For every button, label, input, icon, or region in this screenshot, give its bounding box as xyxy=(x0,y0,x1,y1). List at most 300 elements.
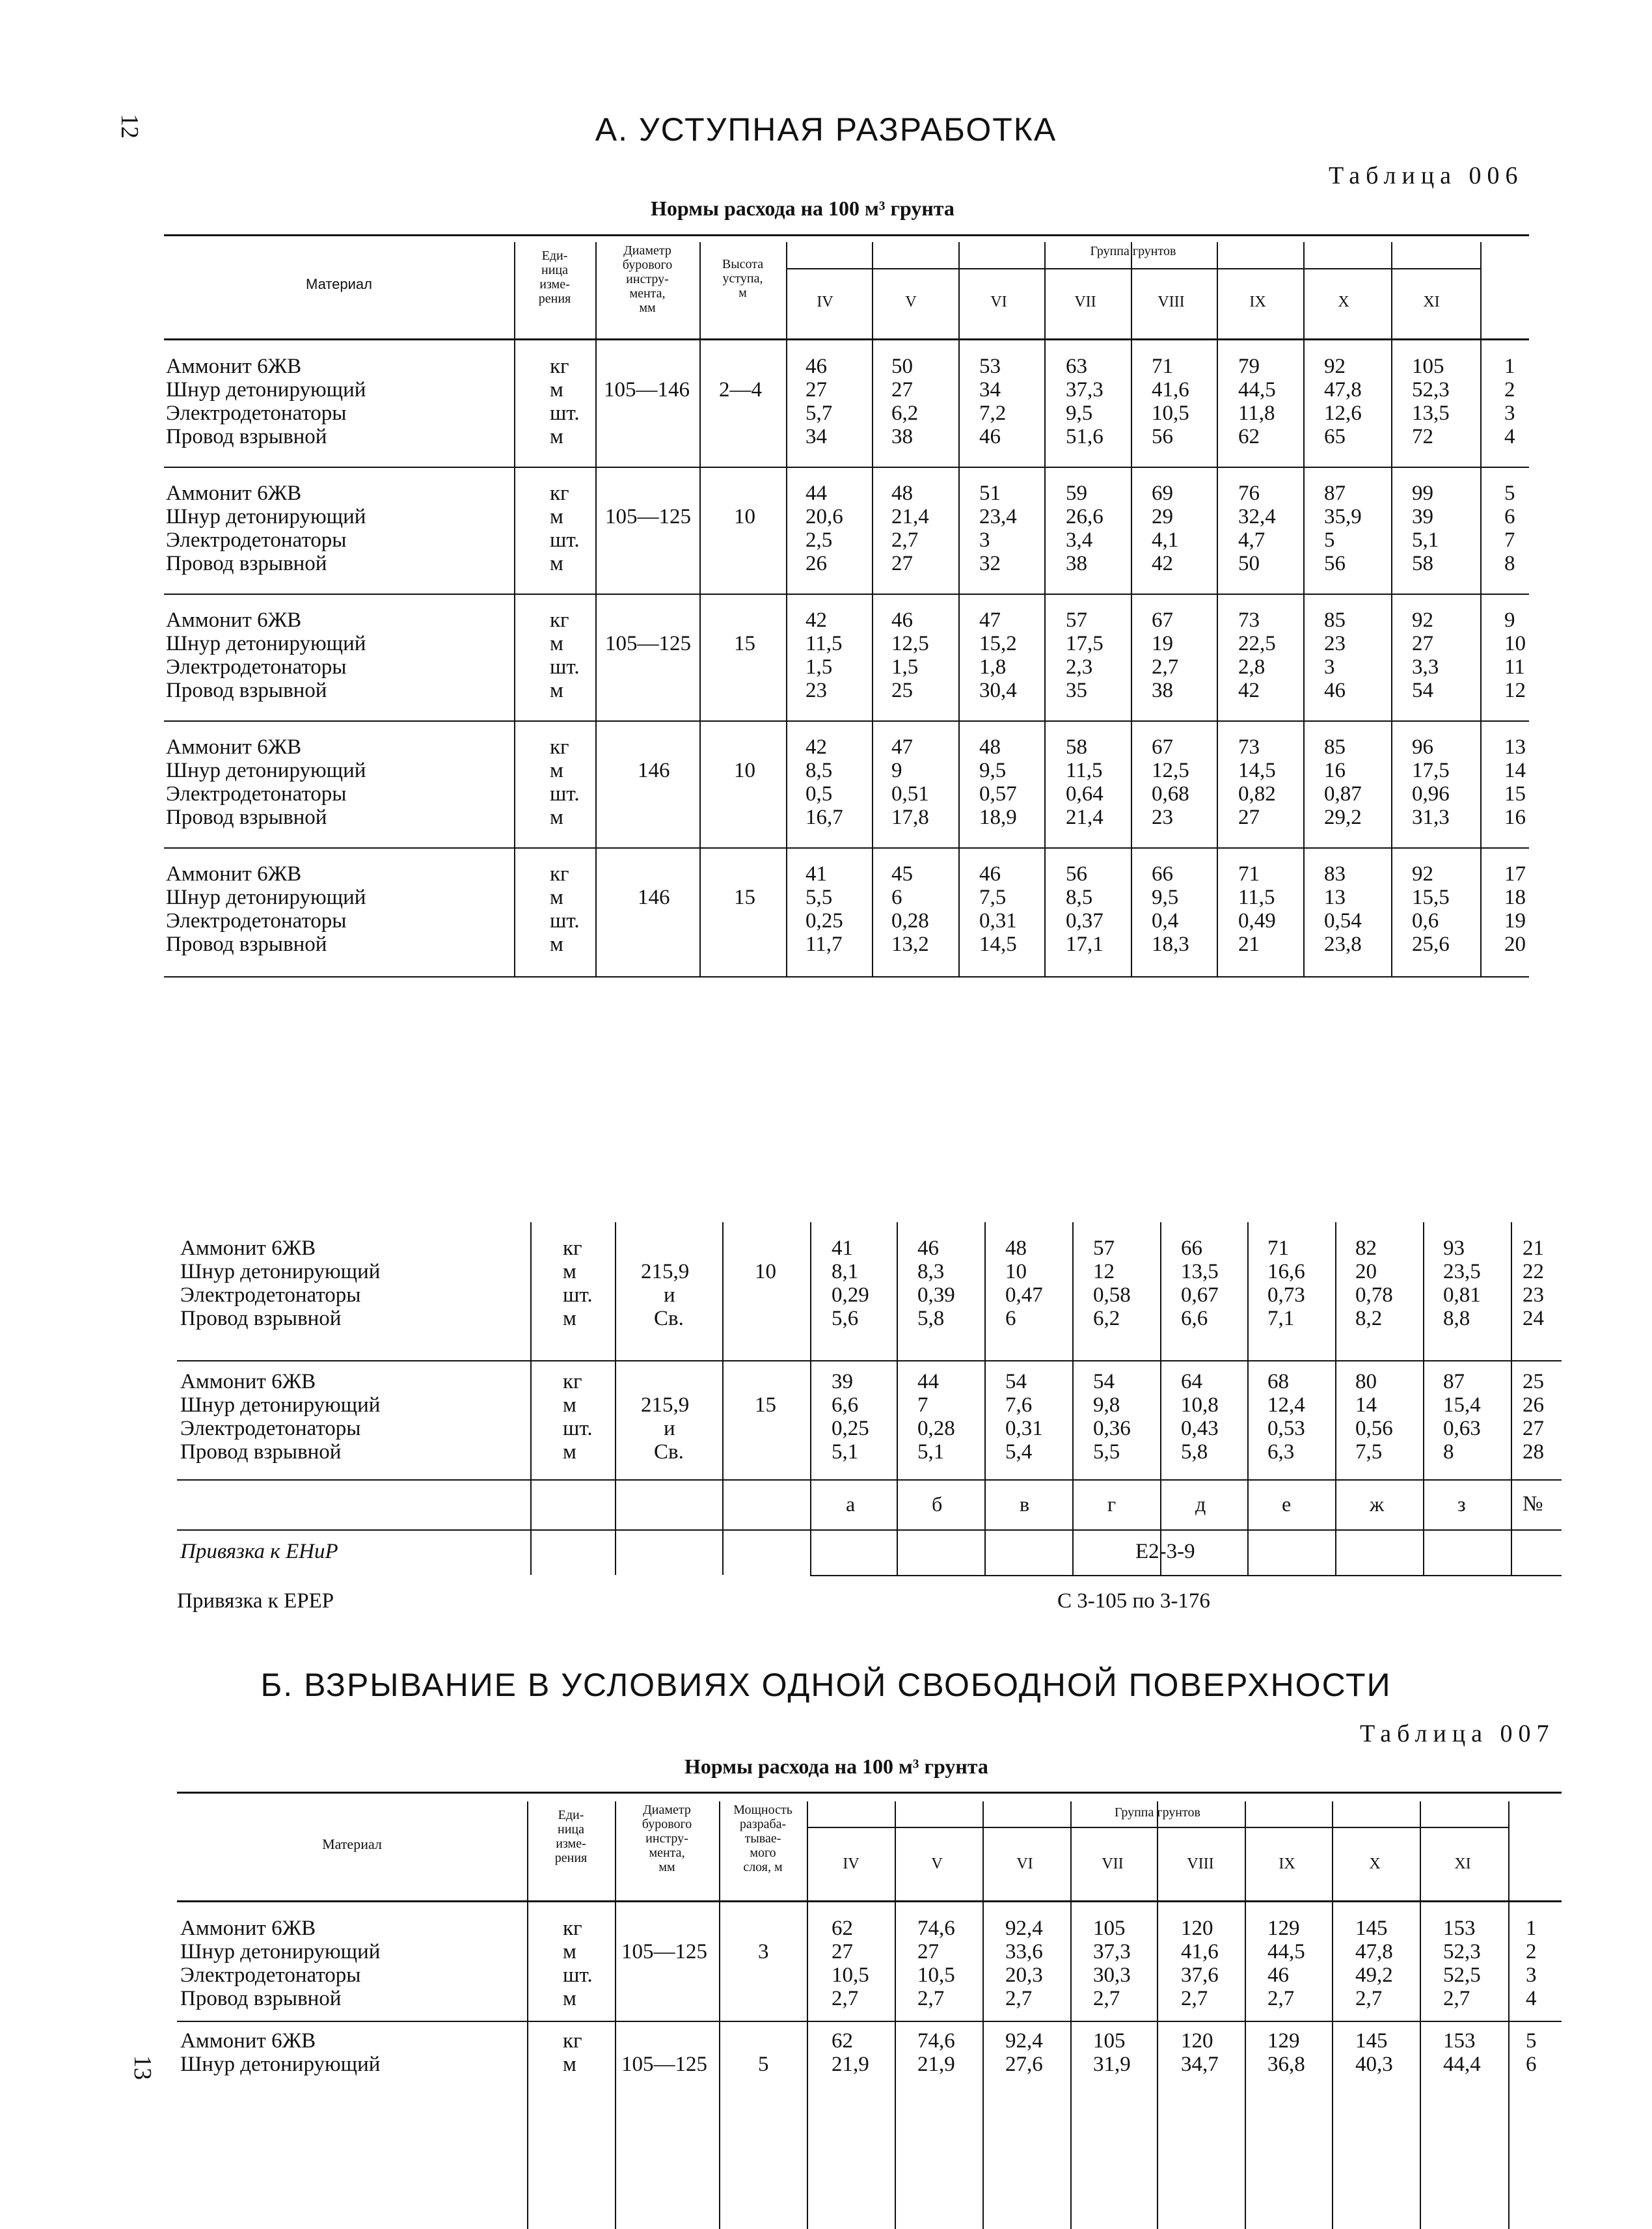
erer-value: С 3-105 по 3-176 xyxy=(1057,1589,1210,1613)
value-cell: 66 xyxy=(1152,862,1173,886)
value-cell: 3,3 xyxy=(1412,655,1439,679)
value-cell: 11,5 xyxy=(1066,759,1103,782)
value-cell: 56 xyxy=(1324,552,1346,575)
thickness-value: 5 xyxy=(758,2053,769,2076)
value-cell: 41,6 xyxy=(1152,378,1189,402)
row-number: 15 xyxy=(1504,782,1526,806)
value-cell: 54 xyxy=(1093,1370,1115,1393)
enir-label: Привязка к ЕНиР xyxy=(180,1540,338,1563)
table-006-caption: Нормы расхода на 100 м³ грунта xyxy=(651,197,955,220)
row-number: 13 xyxy=(1504,735,1526,759)
header-group-VIII: VIII xyxy=(1158,294,1185,310)
value-cell: 45 xyxy=(891,862,913,886)
value-cell: 10,8 xyxy=(1181,1393,1219,1417)
column-divider xyxy=(514,242,515,976)
value-cell: 46 xyxy=(1267,1963,1289,1987)
continuation-block-rule xyxy=(177,1360,1562,1361)
value-cell: 13 xyxy=(1324,886,1346,909)
material-name: Провод взрывной xyxy=(180,1987,342,2010)
row-number: 27 xyxy=(1523,1417,1544,1440)
value-cell: 0,68 xyxy=(1152,782,1189,806)
unit-value: м xyxy=(563,2053,576,2076)
row-number: 10 xyxy=(1504,632,1526,655)
diameter-value: 105—125 xyxy=(605,505,691,528)
header-diameter: Диаметр бурового инстру- мента, мм xyxy=(622,243,673,315)
row-number: 21 xyxy=(1523,1237,1544,1260)
value-cell: 120 xyxy=(1181,1917,1213,1940)
value-cell: 153 xyxy=(1443,2029,1476,2053)
value-cell: 0,39 xyxy=(917,1283,955,1307)
value-cell: 67 xyxy=(1152,609,1173,632)
number-sign: № xyxy=(1523,1492,1543,1516)
value-cell: 0,58 xyxy=(1093,1283,1131,1307)
column-divider xyxy=(958,242,960,976)
column-divider xyxy=(527,1801,528,2229)
value-cell: 0,81 xyxy=(1443,1283,1481,1307)
unit-value: м xyxy=(563,1307,576,1330)
height-value: 15 xyxy=(734,886,755,909)
material-name: Аммонит 6ЖВ xyxy=(180,1917,316,1940)
value-cell: 41,6 xyxy=(1181,1940,1219,1963)
value-cell: 2,8 xyxy=(1238,655,1266,679)
value-cell: 16,7 xyxy=(806,806,843,829)
value-cell: 105 xyxy=(1412,355,1444,378)
value-cell: 83 xyxy=(1324,862,1346,886)
unit-value: кг xyxy=(563,2029,582,2053)
unit-value: м xyxy=(550,425,563,448)
diameter-value: 215,9 xyxy=(641,1393,690,1417)
row-number: 3 xyxy=(1526,1963,1537,1987)
enir-bottom-rule xyxy=(810,1575,1562,1576)
material-name: Шнур детонирующий xyxy=(180,2053,381,2076)
header-group-V: V xyxy=(931,1855,943,1872)
value-cell: 0,57 xyxy=(979,782,1017,806)
header-group-VI: VI xyxy=(1016,1855,1033,1872)
value-cell: 0,67 xyxy=(1181,1283,1219,1307)
unit-value: шт. xyxy=(563,1963,593,1987)
diameter-value: 146 xyxy=(638,759,670,782)
value-cell: 56 xyxy=(1066,862,1087,886)
value-cell: 145 xyxy=(1355,1917,1388,1940)
table-006-header-rule xyxy=(164,338,1529,340)
value-cell: 42 xyxy=(1238,679,1260,702)
row-number: 5 xyxy=(1526,2029,1537,2053)
value-cell: 34 xyxy=(979,378,1001,402)
header-material: Материал xyxy=(306,276,372,292)
column-divider xyxy=(1511,1222,1512,1575)
row-number: 18 xyxy=(1504,886,1526,909)
column-divider xyxy=(807,1801,808,2229)
material-name: Аммонит 6ЖВ xyxy=(166,735,302,759)
value-cell: 47 xyxy=(891,735,913,759)
value-cell: 52,3 xyxy=(1443,1940,1481,1963)
value-cell: 58 xyxy=(1066,735,1087,759)
value-cell: 12 xyxy=(1093,1260,1115,1283)
value-cell: 6,2 xyxy=(891,402,919,425)
value-cell: 18,9 xyxy=(979,806,1017,829)
header-group-VIII: VIII xyxy=(1187,1855,1214,1872)
column-letter: а xyxy=(846,1492,856,1516)
value-cell: 5,1 xyxy=(832,1440,859,1464)
value-cell: 25 xyxy=(891,679,913,702)
letters-bottom-rule xyxy=(177,1529,1562,1531)
value-cell: 5,4 xyxy=(1005,1440,1033,1464)
value-cell: 7,2 xyxy=(979,402,1007,425)
value-cell: 14,5 xyxy=(1238,759,1276,782)
value-cell: 0,56 xyxy=(1355,1417,1393,1440)
material-name: Электродетонаторы xyxy=(180,1417,361,1440)
value-cell: 7,5 xyxy=(1355,1440,1383,1464)
value-cell: 11,7 xyxy=(806,933,843,956)
column-divider xyxy=(1423,1222,1424,1575)
row-number: 1 xyxy=(1526,1917,1537,1940)
block-rule xyxy=(164,594,1529,595)
material-name: Провод взрывной xyxy=(166,933,327,956)
diameter-value: Св. xyxy=(654,1440,684,1464)
column-divider xyxy=(895,1801,896,2229)
table-006-group-rule xyxy=(786,268,1480,269)
header-group-X: X xyxy=(1338,294,1349,310)
column-divider xyxy=(530,1222,532,1575)
header-group: Группа грунтов xyxy=(1115,1805,1200,1820)
header-group-X: X xyxy=(1369,1855,1381,1872)
value-cell: 8 xyxy=(1443,1440,1454,1464)
height-value: 10 xyxy=(755,1260,776,1283)
value-cell: 71 xyxy=(1238,862,1260,886)
column-divider xyxy=(1131,242,1132,976)
material-name: Шнур детонирующий xyxy=(180,1260,381,1283)
unit-value: кг xyxy=(563,1237,582,1260)
column-letter: ж xyxy=(1370,1492,1385,1516)
material-name: Электродетонаторы xyxy=(166,402,347,425)
row-number: 14 xyxy=(1504,759,1526,782)
value-cell: 52,5 xyxy=(1443,1963,1481,1987)
value-cell: 11,8 xyxy=(1238,402,1275,425)
value-cell: 8,3 xyxy=(917,1260,945,1283)
row-number: 6 xyxy=(1504,505,1515,528)
value-cell: 27 xyxy=(891,378,913,402)
value-cell: 0,49 xyxy=(1238,909,1276,933)
value-cell: 0,6 xyxy=(1412,909,1439,933)
material-name: Провод взрывной xyxy=(166,425,327,448)
value-cell: 20,3 xyxy=(1005,1963,1043,1987)
value-cell: 27 xyxy=(1238,806,1260,829)
value-cell: 10 xyxy=(1005,1260,1027,1283)
row-number: 9 xyxy=(1504,609,1515,632)
value-cell: 21 xyxy=(1238,933,1260,956)
value-cell: 2,7 xyxy=(1267,1987,1295,2010)
value-cell: 33,6 xyxy=(1005,1940,1043,1963)
material-name: Провод взрывной xyxy=(180,1307,342,1330)
value-cell: 8,5 xyxy=(1066,886,1093,909)
letters-top-rule xyxy=(177,1479,1562,1481)
value-cell: 85 xyxy=(1324,735,1346,759)
column-divider xyxy=(1160,1222,1161,1575)
unit-value: шт. xyxy=(563,1283,593,1307)
value-cell: 2,7 xyxy=(1152,655,1179,679)
value-cell: 105 xyxy=(1093,2029,1126,2053)
value-cell: 46 xyxy=(806,355,827,378)
value-cell: 10,5 xyxy=(1152,402,1189,425)
row-number: 4 xyxy=(1504,425,1515,448)
value-cell: 5,1 xyxy=(1412,528,1439,552)
diameter-value: 105—125 xyxy=(605,632,691,655)
value-cell: 58 xyxy=(1412,552,1433,575)
value-cell: 99 xyxy=(1412,482,1433,505)
value-cell: 129 xyxy=(1267,1917,1300,1940)
value-cell: 22,5 xyxy=(1238,632,1276,655)
value-cell: 6 xyxy=(891,886,902,909)
unit-value: м xyxy=(563,1260,576,1283)
value-cell: 2,7 xyxy=(1443,1987,1470,2010)
value-cell: 46 xyxy=(891,609,913,632)
value-cell: 49,2 xyxy=(1355,1963,1393,1987)
column-divider xyxy=(1072,1222,1074,1575)
value-cell: 30,4 xyxy=(979,679,1017,702)
page-number-bottom: 13 xyxy=(129,2055,156,2080)
column-divider xyxy=(1332,1801,1333,2229)
table-006-top-rule xyxy=(164,234,1529,236)
material-name: Аммонит 6ЖВ xyxy=(166,355,302,378)
value-cell: 38 xyxy=(1152,679,1173,702)
column-divider xyxy=(1391,242,1392,976)
value-cell: 120 xyxy=(1181,2029,1213,2053)
value-cell: 59 xyxy=(1066,482,1087,505)
unit-value: м xyxy=(550,505,563,528)
column-divider xyxy=(615,1222,616,1575)
value-cell: 2,7 xyxy=(1093,1987,1120,2010)
value-cell: 51,6 xyxy=(1066,425,1104,448)
value-cell: 73 xyxy=(1238,735,1260,759)
value-cell: 48 xyxy=(979,735,1001,759)
value-cell: 3,4 xyxy=(1066,528,1093,552)
material-name: Шнур детонирующий xyxy=(166,759,366,782)
value-cell: 17,8 xyxy=(891,806,929,829)
material-name: Аммонит 6ЖВ xyxy=(180,1237,316,1260)
value-cell: 2,7 xyxy=(1005,1987,1033,2010)
value-cell: 1,5 xyxy=(891,655,919,679)
value-cell: 48 xyxy=(1005,1237,1027,1260)
material-name: Аммонит 6ЖВ xyxy=(166,609,302,632)
column-divider xyxy=(1508,1801,1510,2229)
value-cell: 23,4 xyxy=(979,505,1017,528)
value-cell: 37,3 xyxy=(1093,1940,1131,1963)
row-number: 2 xyxy=(1504,378,1515,402)
value-cell: 17,5 xyxy=(1066,632,1104,655)
row-number: 22 xyxy=(1523,1260,1544,1283)
unit-value: шт. xyxy=(550,782,580,806)
column-divider xyxy=(1303,242,1305,976)
value-cell: 5,8 xyxy=(917,1307,945,1330)
value-cell: 25,6 xyxy=(1412,933,1450,956)
value-cell: 71 xyxy=(1152,355,1173,378)
value-cell: 0,87 xyxy=(1324,782,1362,806)
row-number: 4 xyxy=(1526,1987,1537,2010)
value-cell: 82 xyxy=(1355,1237,1377,1260)
row-number: 16 xyxy=(1504,806,1526,829)
value-cell: 105 xyxy=(1093,1917,1126,1940)
diameter-value: и xyxy=(664,1417,675,1440)
value-cell: 5,5 xyxy=(806,886,833,909)
value-cell: 13,2 xyxy=(891,933,929,956)
value-cell: 96 xyxy=(1412,735,1433,759)
value-cell: 92 xyxy=(1324,355,1346,378)
row-number: 19 xyxy=(1504,909,1526,933)
column-divider xyxy=(810,1222,811,1575)
value-cell: 39 xyxy=(1412,505,1433,528)
value-cell: 0,82 xyxy=(1238,782,1276,806)
value-cell: 4,7 xyxy=(1238,528,1266,552)
value-cell: 27 xyxy=(806,378,827,402)
value-cell: 50 xyxy=(891,355,913,378)
value-cell: 9,8 xyxy=(1093,1393,1120,1417)
value-cell: 46 xyxy=(1324,679,1346,702)
value-cell: 2,7 xyxy=(832,1987,859,2010)
value-cell: 2,7 xyxy=(917,1987,945,2010)
value-cell: 92 xyxy=(1412,609,1433,632)
value-cell: 13,5 xyxy=(1412,402,1450,425)
value-cell: 6,3 xyxy=(1267,1440,1295,1464)
value-cell: 37,3 xyxy=(1066,378,1104,402)
value-cell: 44,5 xyxy=(1267,1940,1305,1963)
header-diameter: Диаметр бурового инстру- мента, мм xyxy=(642,1803,692,1874)
value-cell: 15,2 xyxy=(979,632,1017,655)
diameter-value: и xyxy=(664,1283,675,1307)
value-cell: 74,6 xyxy=(917,1917,955,1940)
row-number: 5 xyxy=(1504,482,1515,505)
material-name: Электродетонаторы xyxy=(166,909,347,933)
value-cell: 16,6 xyxy=(1267,1260,1305,1283)
diameter-value: Св. xyxy=(654,1307,684,1330)
value-cell: 0,31 xyxy=(979,909,1017,933)
value-cell: 39 xyxy=(832,1370,853,1393)
diameter-value: 105—125 xyxy=(621,1940,707,1963)
value-cell: 0,31 xyxy=(1005,1417,1043,1440)
value-cell: 9 xyxy=(891,759,902,782)
value-cell: 34,7 xyxy=(1181,2053,1219,2076)
value-cell: 37,6 xyxy=(1181,1963,1219,1987)
value-cell: 0,43 xyxy=(1181,1417,1219,1440)
header-group-VII: VII xyxy=(1102,1855,1124,1872)
value-cell: 92 xyxy=(1412,862,1433,886)
value-cell: 57 xyxy=(1093,1237,1115,1260)
value-cell: 71 xyxy=(1267,1237,1289,1260)
value-cell: 9,5 xyxy=(1152,886,1179,909)
material-name: Шнур детонирующий xyxy=(180,1393,381,1417)
value-cell: 21,9 xyxy=(832,2053,869,2076)
column-letter: в xyxy=(1020,1492,1030,1516)
unit-value: кг xyxy=(550,482,569,505)
header-group-IV: IV xyxy=(817,294,833,310)
value-cell: 0,96 xyxy=(1412,782,1450,806)
value-cell: 27,6 xyxy=(1005,2053,1043,2076)
column-divider xyxy=(1217,242,1218,976)
value-cell: 0,37 xyxy=(1066,909,1104,933)
value-cell: 64 xyxy=(1181,1370,1202,1393)
value-cell: 19 xyxy=(1152,632,1173,655)
material-name: Шнур детонирующий xyxy=(166,505,366,528)
value-cell: 52,3 xyxy=(1412,378,1450,402)
value-cell: 35,9 xyxy=(1324,505,1362,528)
thickness-value: 3 xyxy=(758,1940,769,1963)
material-name: Провод взрывной xyxy=(166,679,327,702)
unit-value: м xyxy=(550,679,563,702)
unit-value: шт. xyxy=(550,528,580,552)
diameter-value: 215,9 xyxy=(641,1260,690,1283)
column-divider xyxy=(1070,1801,1072,2229)
value-cell: 34 xyxy=(806,425,827,448)
row-number: 6 xyxy=(1526,2053,1537,2076)
diameter-value: 146 xyxy=(638,886,670,909)
value-cell: 0,28 xyxy=(917,1417,955,1440)
value-cell: 80 xyxy=(1355,1370,1377,1393)
column-divider xyxy=(1044,242,1046,976)
unit-value: м xyxy=(550,552,563,575)
unit-value: м xyxy=(550,806,563,829)
unit-value: кг xyxy=(550,609,569,632)
column-divider xyxy=(872,242,873,976)
row-number: 20 xyxy=(1504,933,1526,956)
column-letter: б xyxy=(932,1492,943,1516)
row-number: 3 xyxy=(1504,402,1515,425)
material-name: Электродетонаторы xyxy=(166,655,347,679)
value-cell: 17,1 xyxy=(1066,933,1104,956)
value-cell: 29,2 xyxy=(1324,806,1362,829)
value-cell: 5,5 xyxy=(1093,1440,1120,1464)
column-letter: з xyxy=(1457,1492,1466,1516)
table-006-bottom-rule xyxy=(164,976,1529,978)
header-group-VI: VI xyxy=(990,294,1007,310)
value-cell: 18,3 xyxy=(1152,933,1189,956)
material-name: Провод взрывной xyxy=(166,806,327,829)
value-cell: 3 xyxy=(1324,655,1335,679)
unit-value: шт. xyxy=(550,909,580,933)
value-cell: 5,8 xyxy=(1181,1440,1208,1464)
value-cell: 62 xyxy=(1238,425,1260,448)
row-number: 25 xyxy=(1523,1370,1544,1393)
column-divider xyxy=(699,242,701,976)
block-rule xyxy=(164,847,1529,849)
value-cell: 46 xyxy=(979,862,1001,886)
value-cell: 12,6 xyxy=(1324,402,1362,425)
value-cell: 0,54 xyxy=(1324,909,1362,933)
value-cell: 57 xyxy=(1066,609,1087,632)
value-cell: 92,4 xyxy=(1005,1917,1043,1940)
table-007-header-rule xyxy=(177,1900,1562,1902)
column-divider xyxy=(722,1222,724,1575)
value-cell: 11,5 xyxy=(1238,886,1275,909)
unit-value: м xyxy=(550,933,563,956)
row-number: 2 xyxy=(1526,1940,1537,1963)
value-cell: 15,5 xyxy=(1412,886,1450,909)
material-name: Шнур детонирующий xyxy=(180,1940,381,1963)
value-cell: 44,5 xyxy=(1238,378,1276,402)
value-cell: 0,63 xyxy=(1443,1417,1481,1440)
value-cell: 17,5 xyxy=(1412,759,1450,782)
header-group-IX: IX xyxy=(1279,1855,1295,1872)
value-cell: 1,5 xyxy=(806,655,833,679)
value-cell: 3 xyxy=(979,528,990,552)
value-cell: 7,6 xyxy=(1005,1393,1033,1417)
value-cell: 50 xyxy=(1238,552,1260,575)
value-cell: 153 xyxy=(1443,1917,1476,1940)
value-cell: 62 xyxy=(832,1917,853,1940)
material-name: Аммонит 6ЖВ xyxy=(180,1370,316,1393)
column-divider xyxy=(984,1222,986,1575)
page-number-top: 12 xyxy=(116,114,143,139)
section-b-title: Б. ВЗРЫВАНИЕ В УСЛОВИЯХ ОДНОЙ СВОБОДНОЙ ПОВЕРХНОСТИ xyxy=(260,1667,1392,1703)
value-cell: 44,4 xyxy=(1443,2053,1481,2076)
